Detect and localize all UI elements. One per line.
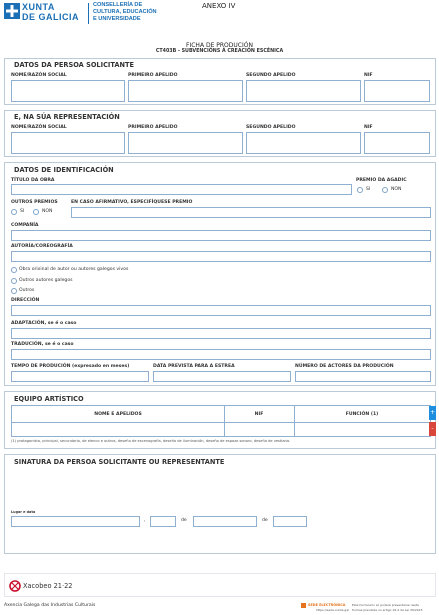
sede-label[interactable]: SEDE ELECTRÓNICA [308, 603, 346, 607]
place-date-label: Lugar e data [11, 510, 36, 514]
applicant-name-label: NOME/RAZÓN SOCIAL [11, 73, 67, 78]
col-divider-1 [224, 406, 225, 436]
author-label: AUTORÍA/COREOGRAFÍA [11, 244, 73, 249]
logo-divider [88, 3, 89, 24]
author-field[interactable] [11, 251, 431, 262]
specify-award-field[interactable] [71, 207, 431, 218]
col-name-header: NOME E APELIDOS [94, 412, 142, 417]
dept-line1: CONSELLERÍA DE [93, 2, 143, 8]
applicant-surname1-field[interactable] [128, 80, 243, 102]
applicant-surname1-label: PRIMEIRO APELIDO [128, 73, 178, 78]
col-divider-2 [294, 406, 295, 436]
company-field[interactable] [11, 230, 431, 241]
agadic-no-radio[interactable] [382, 187, 388, 193]
month-field[interactable] [193, 516, 257, 527]
team-table [11, 405, 431, 437]
identification-section [4, 162, 436, 386]
rep-nif-field[interactable] [364, 132, 430, 154]
applicant-name-field[interactable] [11, 80, 125, 102]
specify-award-label: EN CASO AFIRMATIVO, ESPECIFÍQUESE PREMIO [71, 200, 193, 205]
direction-field[interactable] [11, 305, 431, 316]
xacobeo-label: Xacobeo 21·22 [23, 582, 73, 590]
dept-line2: CULTURA, EDUCACIÓN [93, 9, 157, 15]
actors-label: NÚMERO DE ACTORES DA PRODUCIÓN [295, 364, 394, 369]
footer-logo-box [4, 573, 436, 597]
work-title-field[interactable] [11, 184, 352, 195]
adaptation-field[interactable] [11, 328, 431, 339]
team-section [4, 391, 436, 449]
work-title-label: TÍTULO DA OBRA [11, 178, 55, 183]
month-sep: de [262, 518, 268, 523]
rep-surname1-field[interactable] [128, 132, 243, 154]
rep-surname2-label: SEGUNDO APELIDO [246, 125, 296, 130]
actors-field[interactable] [295, 371, 431, 382]
rep-name-label: NOME/RAZÓN SOCIAL [11, 125, 67, 130]
other-awards-yes-radio[interactable] [11, 209, 17, 215]
representative-title: E, NA SÚA REPRESENTACIÓN [14, 113, 120, 121]
direction-label: DIRECCIÓN [11, 298, 40, 303]
day-field[interactable] [150, 516, 176, 527]
other-awards-no-radio[interactable] [33, 209, 39, 215]
author-opt3-radio[interactable] [11, 288, 17, 294]
rep-name-field[interactable] [11, 132, 125, 154]
applicant-title: DATOS DA PERSOA SOLICITANTE [14, 61, 134, 69]
remove-row-button[interactable]: - [429, 422, 436, 436]
author-opt1-label: Obra orixinal de autor ou autores galegos vivos [19, 267, 129, 272]
footer-agency: Axencia Galega das Industrias Culturais [4, 603, 96, 608]
xacobeo-icon [9, 580, 21, 592]
doc-subtitle: CT403B - SUBVENCIÓNS Á CREACIÓN ESCÉNICA [155, 49, 284, 54]
premiere-date-label: DATA PREVISTA PARA A ESTREA [153, 364, 235, 369]
add-row-button[interactable]: + [429, 406, 436, 420]
author-opt2-label: Outros autores galegos [19, 278, 73, 283]
author-opt1-radio[interactable] [11, 267, 17, 273]
rep-surname1-label: PRIMEIRO APELIDO [128, 125, 178, 130]
col-role-header: FUNCIÓN (1) [345, 412, 379, 417]
agadic-yes-radio[interactable] [357, 187, 363, 193]
sede-line2[interactable]: https://sede.xunta.gal [316, 608, 349, 612]
premiere-date-field[interactable] [153, 371, 291, 382]
sede-line3: formas previstas no artigo 16.4 da Lei 39/2015 [352, 608, 423, 612]
other-awards-label: OUTROS PREMIOS [11, 200, 58, 205]
sede-icon [301, 603, 306, 608]
team-footnote: (1) protagonista, principal, secundario, de elenco e outros, deseño de escenografía, deseño de iluminación, deseño de espazo sonoro, deseño de vestiario. [11, 439, 291, 443]
agadic-yes-label: SI [366, 187, 371, 192]
applicant-nif-label: NIF [364, 73, 373, 78]
day-sep: de [181, 518, 187, 523]
translation-field[interactable] [11, 349, 431, 360]
place-field[interactable] [11, 516, 140, 527]
logo-line2: DE GALICIA [22, 12, 80, 22]
applicant-nif-field[interactable] [364, 80, 430, 102]
year-field[interactable] [273, 516, 307, 527]
header [0, 0, 439, 56]
other-awards-yes-label: SI [20, 209, 25, 214]
author-opt2-radio[interactable] [11, 278, 17, 284]
logo-line1: XUNTA [22, 2, 55, 12]
annex-label: ANEXO IV [202, 2, 236, 10]
identification-title: DATOS DE IDENTIFICACIÓN [14, 166, 114, 174]
production-time-field[interactable] [11, 371, 149, 382]
dept-line3: E UNIVERSIDADE [93, 16, 141, 22]
applicant-section [4, 58, 436, 105]
sede-line1: Este formulario só poderá presentarse nesta [352, 603, 419, 607]
adaptation-label: ADAPTACIÓN, se é o caso [11, 321, 77, 326]
translation-label: TRADUCIÓN, se é o caso [11, 342, 74, 347]
applicant-surname2-field[interactable] [246, 80, 361, 102]
place-sep: , [144, 518, 146, 523]
signature-section [4, 454, 436, 554]
representative-section [4, 110, 436, 157]
agadic-no-label: NON [391, 187, 402, 192]
signature-title: SINATURA DA PERSOA SOLICITANTE OU REPRESENTANTE [14, 458, 225, 466]
production-time-label: TEMPO DE PRODUCIÓN (expresado en meses) [11, 364, 130, 369]
applicant-surname2-label: SEGUNDO APELIDO [246, 73, 296, 78]
doc-title: FICHA DE PRODUCIÓN [186, 42, 253, 49]
author-opt3-label: Outros [19, 288, 35, 293]
other-awards-no-label: NON [42, 209, 53, 214]
agadic-award-label: PREMIO DA AGADIC [356, 178, 407, 183]
team-title: EQUIPO ARTÍSTICO [14, 395, 84, 403]
col-nif-header: NIF [254, 412, 264, 417]
rep-nif-label: NIF [364, 125, 373, 130]
company-label: COMPAÑÍA [11, 223, 39, 228]
xunta-logo-icon [4, 3, 20, 19]
rep-surname2-field[interactable] [246, 132, 361, 154]
